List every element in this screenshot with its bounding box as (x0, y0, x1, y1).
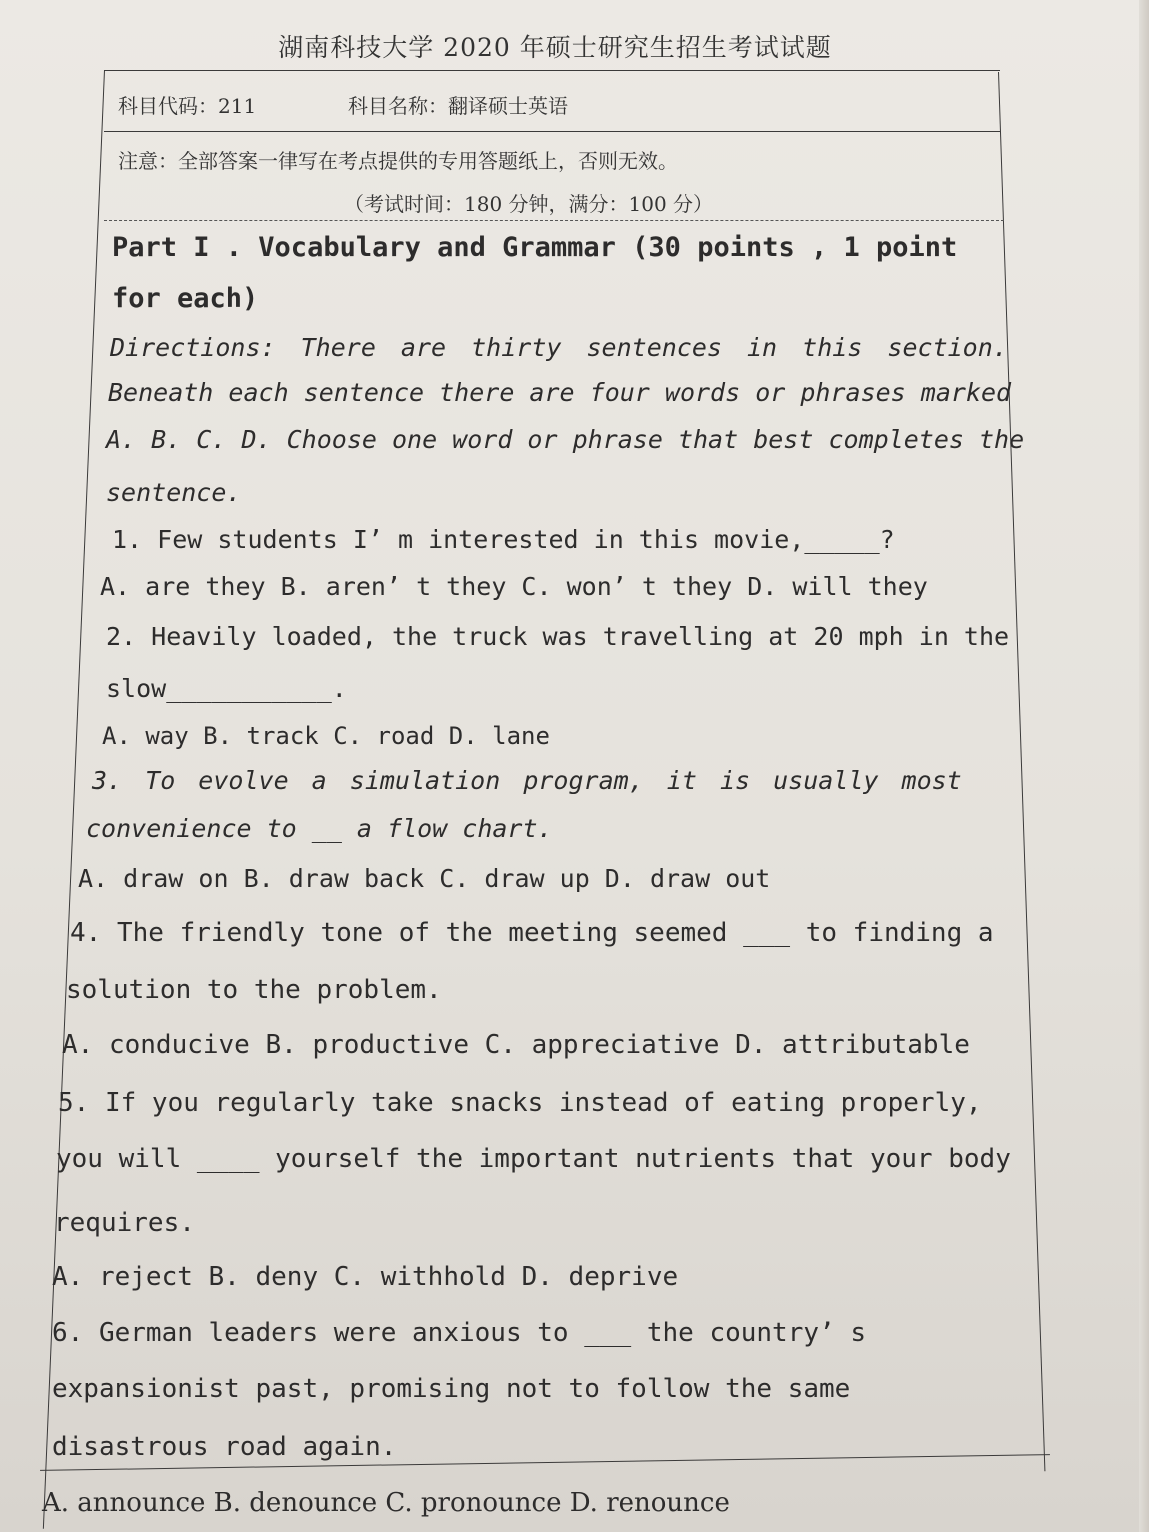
answer-notice: 注意：全部答案一律写在考点提供的专用答题纸上，否则无效。 (118, 149, 678, 173)
question-4-stem-line-1: 4. The friendly tone of the meeting seemed ___ to finding a (70, 918, 994, 948)
directions-line-1: Directions: There are thirty sentences in this section. (110, 333, 1008, 362)
directions-line-2: Beneath each sentence there are four words or phrases marked (108, 378, 1012, 407)
question-5-stem-line-2: you will ____ yourself the important nutrients that your body (56, 1144, 1011, 1174)
directions-line-4: sentence. (106, 478, 242, 507)
question-6-options: A. announce B. denounce C. pronounce D. renounce (42, 1488, 730, 1518)
subject-name: 科目名称：翻译硕士英语 (348, 94, 568, 118)
question-1-stem: 1. Few students I’ m interested in this movie,_____? (112, 525, 895, 554)
question-2-stem-line-2: slow___________. (106, 674, 347, 703)
subject-info-row (104, 70, 1000, 132)
question-3-stem-line-2: convenience to __ a flow chart. (86, 814, 553, 843)
frame-right-border (998, 72, 1045, 1471)
page-edge (1139, 0, 1149, 1532)
exam-time-info: （考试时间：180 分钟，满分：100 分） (344, 192, 714, 216)
directions-line-3: A. B. C. D. Choose one word or phrase that best completes the (106, 425, 1025, 454)
question-3-stem-line-1: 3. To evolve a simulation program, it is usually most (92, 766, 962, 795)
part-heading-line-2: for each) (112, 283, 259, 314)
notice-row (104, 133, 1004, 221)
question-3-options: A. draw on B. draw back C. draw up D. draw out (78, 864, 771, 893)
question-6-stem-line-3: disastrous road again. (52, 1432, 397, 1462)
question-1-options: A. are they B. aren’ t they C. won’ t they D. will they (100, 572, 928, 601)
question-4-options: A. conducive B. productive C. appreciative D. attributable (62, 1030, 970, 1060)
question-6-stem-line-1: 6. German leaders were anxious to ___ the country’ s (52, 1318, 866, 1348)
question-4-stem-line-2: solution to the problem. (66, 975, 442, 1005)
subject-code: 科目代码：211 (118, 94, 257, 118)
frame-left-border (43, 70, 105, 1529)
question-2-stem-line-1: 2. Heavily loaded, the truck was travelling at 20 mph in the (106, 622, 1010, 651)
question-5-options: A. reject B. deny C. withhold D. deprive (52, 1262, 679, 1292)
exam-title: 湖南科技大学 2020 年硕士研究生招生考试试题 (278, 33, 832, 62)
question-2-options: A. way B. track C. road D. lane (102, 722, 550, 750)
question-6-stem-line-2: expansionist past, promising not to follow the same (52, 1374, 851, 1404)
part-heading-line-1: Part I . Vocabulary and Grammar (30 points , 1 point (112, 232, 958, 263)
question-5-stem-line-3: requires. (54, 1208, 195, 1238)
question-5-stem-line-1: 5. If you regularly take snacks instead of eating properly, (58, 1088, 982, 1118)
